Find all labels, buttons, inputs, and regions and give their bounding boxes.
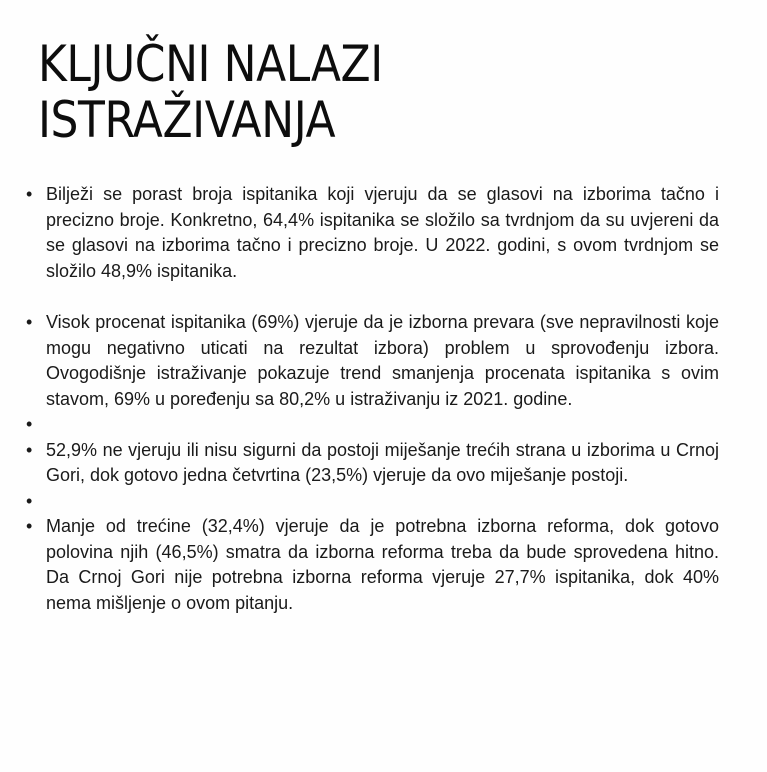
bullet-marker: • — [26, 439, 33, 460]
bullet-marker: • — [26, 184, 33, 204]
finding-text: 52,9% ne vjeruju ili nisu sigurni da postoji miješanje trećih strana u izborima u Crnoj Gori, dok gotovo jedna četvrtina (23,5%) vjeruje da ovo miješanje postoji. — [46, 439, 719, 485]
bullet-marker: • — [26, 312, 33, 332]
title-line-2: ISTRAŽIVANJA — [38, 91, 336, 149]
bullet-marker: • — [26, 490, 33, 511]
bullet-marker: • — [26, 516, 33, 536]
finding-item — [22, 438, 719, 489]
findings-list — [22, 182, 719, 616]
finding-item — [22, 310, 719, 412]
empty-list-item — [22, 412, 719, 438]
finding-text: Manje od trećine (32,4%) vjeruje da je potrebna izborna reforma, dok gotovo polovina njih (46,5%) smatra da izborna reforma treba da bude sprovedena hitno. Da Crnoj Gori nije potrebna izborna reforma vjeruje 27,7% ispitanika, dok 40% nema mišljenje o ovom pitanju. — [46, 516, 719, 613]
finding-item — [22, 182, 719, 284]
page-title — [38, 36, 383, 148]
finding-text: Visok procenat ispitanika (69%) vjeruje da je izborna prevara (sve nepravilnosti koje mogu negativno uticati na rezultat izbora) problem u sprovođenju izbora. Ovogodišnje istraživanje pokazuje trend smanjenja procenata ispitanika s ovim stavom, 69% u poređenju sa 80,2% u istraživanju iz 2021. godine. — [46, 312, 719, 409]
finding-item — [22, 514, 719, 616]
empty-list-item — [22, 489, 719, 515]
bullet-marker: • — [26, 414, 33, 434]
finding-text: Bilježi se porast broja ispitanika koji vjeruju da se glasovi na izborima tačno i precizno broje. Konkretno, 64,4% ispitanika se složilo sa tvrdnjom da su uvjereni da se glasovi na izborima tačno i precizno broje. U 2022. godini, s ovom tvrdnjom se složilo 48,9% ispitanika. — [46, 184, 719, 281]
title-line-1: KLJUČNI NALAZI — [38, 35, 383, 93]
